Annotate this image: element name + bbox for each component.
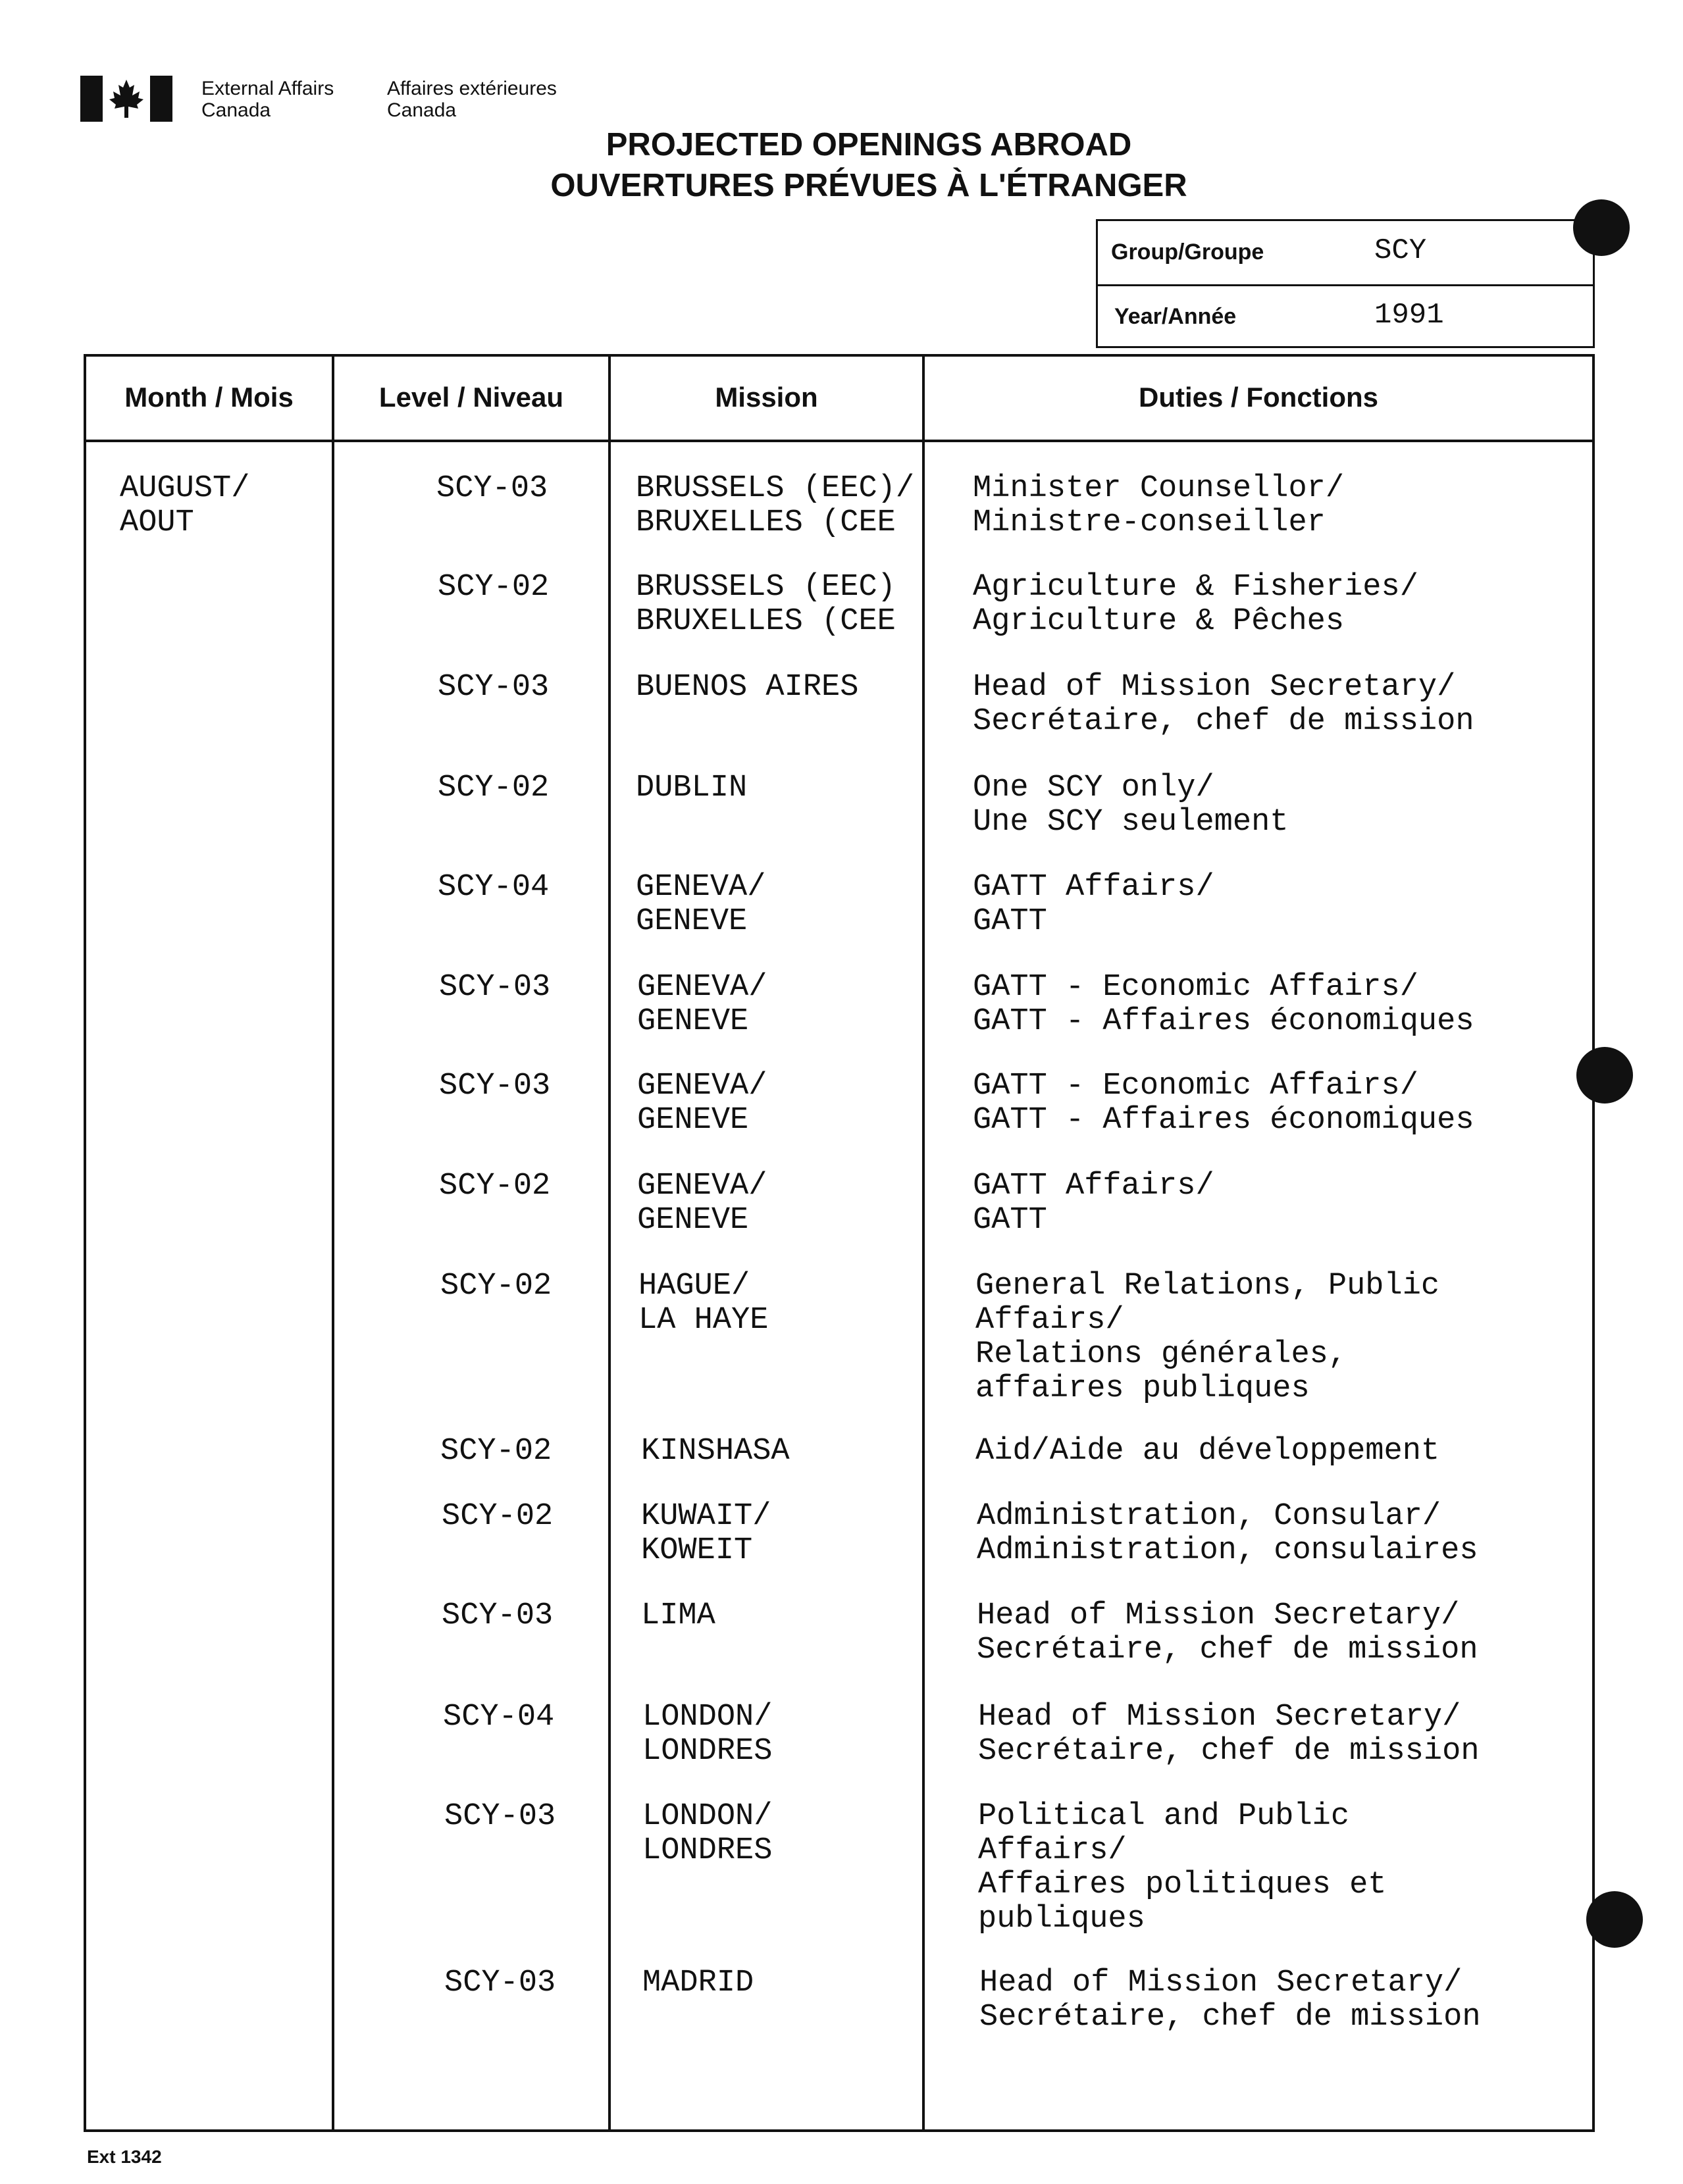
- mission-cell: [642, 1966, 754, 2000]
- mission-cell: [637, 1069, 767, 1138]
- mission-line: LONDON/: [642, 1799, 773, 1834]
- level-cell: SCY-02: [438, 570, 550, 605]
- column-header-duties: Duties / Fonctions: [1138, 382, 1378, 413]
- month-line: AOUT: [120, 505, 194, 540]
- mission-cell: [637, 971, 767, 1039]
- group-year-box: [1096, 219, 1595, 348]
- mission-cell: [641, 1599, 715, 1633]
- punch-hole-top: [1573, 199, 1630, 256]
- flag-left-bar: [80, 76, 103, 122]
- level-cell: SCY-03: [436, 471, 548, 506]
- level-cell: SCY-03: [442, 1598, 554, 1633]
- duty-line: Head of Mission Secretary/: [979, 1966, 1463, 2000]
- column-divider-2: [608, 354, 611, 2132]
- level-cell: SCY-04: [443, 1700, 555, 1735]
- column-divider-1: [332, 354, 334, 2132]
- group-value: SCY: [1374, 234, 1427, 267]
- punch-hole-middle: [1576, 1047, 1633, 1104]
- maple-leaf-icon: [108, 78, 145, 119]
- duty-line: Secrétaire, chef de mission: [973, 704, 1474, 739]
- mission-line: HAGUE/: [638, 1269, 750, 1304]
- mission-line: GENEVA/: [637, 1069, 767, 1104]
- level-cell: SCY-03: [439, 1069, 551, 1104]
- dept-name-english: [201, 78, 334, 121]
- duty-line: Head of Mission Secretary/: [977, 1598, 1460, 1633]
- duties-cell: [973, 971, 1486, 1039]
- duty-line: GATT: [973, 904, 1047, 939]
- column-divider-3: [922, 354, 925, 2132]
- mission-line: GENEVA/: [637, 1169, 767, 1204]
- mission-line: BRUSSELS (EEC)/: [636, 471, 915, 506]
- title-french: OUVERTURES PRÉVUES À L'ÉTRANGER: [550, 168, 1187, 203]
- duty-line: Secrétaire, chef de mission: [978, 1734, 1480, 1769]
- mission-line: LONDRES: [642, 1734, 773, 1769]
- duties-cell: [973, 472, 1486, 540]
- duty-line: One SCY only/: [973, 771, 1214, 805]
- mission-cell: [636, 571, 896, 639]
- duties-cell: [973, 1069, 1486, 1138]
- duties-cell: [979, 1966, 1493, 2035]
- mission-cell: [636, 871, 765, 939]
- level-cell: SCY-04: [438, 870, 550, 905]
- duty-line: Une SCY seulement: [973, 805, 1289, 840]
- dept-en-line-2: Canada: [201, 99, 271, 121]
- duties-cell: [973, 671, 1486, 739]
- mission-line: KUWAIT/: [641, 1499, 771, 1534]
- mission-line: GENEVA/: [636, 870, 766, 905]
- duty-line: Administration, Consular/: [977, 1499, 1441, 1534]
- duty-line: Head of Mission Secretary/: [973, 670, 1456, 705]
- mission-line: LA HAYE: [638, 1303, 769, 1338]
- dept-en-line-1: External Affairs: [201, 78, 334, 99]
- mission-cell: [641, 1435, 790, 1469]
- title-english: PROJECTED OPENINGS ABROAD: [606, 127, 1132, 163]
- duty-line: Head of Mission Secretary/: [978, 1700, 1461, 1735]
- duties-cell: [975, 1269, 1489, 1406]
- duty-line: GATT: [973, 1203, 1047, 1238]
- header-divider: [84, 440, 1595, 442]
- mission-line: GENEVA/: [637, 970, 767, 1005]
- year-value: 1991: [1374, 299, 1444, 332]
- duty-line: GATT - Economic Affairs/: [973, 1069, 1418, 1104]
- duty-line: Agriculture & Fisheries/: [973, 570, 1418, 605]
- mission-line: BUENOS AIRES: [636, 670, 859, 705]
- mission-cell: [636, 671, 858, 705]
- mission-line: BRUSSELS (EEC): [636, 570, 896, 605]
- mission-line: GENEVE: [637, 1103, 749, 1138]
- canada-flag-logo: [80, 76, 172, 122]
- group-year-divider: [1098, 284, 1593, 286]
- duty-line: affaires publiques: [975, 1371, 1310, 1406]
- duty-line: Secrétaire, chef de mission: [977, 1633, 1478, 1667]
- duty-line: Aid/Aide au développement: [975, 1434, 1440, 1469]
- mission-line: BRUXELLES (CEE: [636, 604, 896, 639]
- mission-line: MADRID: [642, 1966, 754, 2000]
- duty-line: Political and Public: [978, 1799, 1350, 1834]
- month-line: AUGUST/: [120, 471, 250, 506]
- mission-cell: [636, 771, 747, 805]
- year-label: Year/Année: [1114, 304, 1237, 329]
- mission-line: GENEVE: [637, 1004, 749, 1039]
- level-cell: SCY-03: [438, 670, 550, 705]
- duty-line: GATT Affairs/: [973, 1169, 1214, 1204]
- level-cell: SCY-03: [444, 1799, 556, 1834]
- level-cell: SCY-02: [442, 1499, 554, 1534]
- column-header-month: Month / Mois: [124, 382, 294, 413]
- punch-hole-bottom: [1586, 1891, 1643, 1948]
- mission-line: GENEVE: [637, 1203, 749, 1238]
- duty-line: Secrétaire, chef de mission: [979, 2000, 1481, 2035]
- dept-fr-line-1: Affaires extérieures: [387, 78, 557, 99]
- duty-line: GATT Affairs/: [973, 870, 1214, 905]
- month-cell: [120, 472, 249, 540]
- duty-line: GATT - Affaires économiques: [973, 1103, 1474, 1138]
- duty-line: Administration, consulaires: [977, 1533, 1478, 1568]
- duties-cell: [973, 871, 1486, 939]
- dept-name-french: [387, 78, 557, 121]
- duty-line: Ministre-conseiller: [973, 505, 1326, 540]
- duties-cell: [973, 1169, 1486, 1238]
- form-number: Ext 1342: [87, 2146, 162, 2167]
- duty-line: GATT - Economic Affairs/: [973, 970, 1418, 1005]
- duty-line: Agriculture & Pêches: [973, 604, 1345, 639]
- dept-fr-line-2: Canada: [387, 99, 457, 121]
- level-cell: SCY-03: [444, 1966, 556, 2000]
- mission-cell: [642, 1800, 772, 1868]
- duty-line: Relations générales,: [975, 1337, 1347, 1372]
- duties-cell: [975, 1435, 1489, 1469]
- duty-line: Affairs/: [975, 1303, 1124, 1338]
- mission-line: LIMA: [641, 1598, 715, 1633]
- mission-cell: [636, 472, 914, 540]
- mission-line: KINSHASA: [641, 1434, 790, 1469]
- mission-cell: [642, 1700, 772, 1769]
- duties-cell: [977, 1599, 1490, 1667]
- duties-cell: [977, 1500, 1490, 1568]
- duty-line: Affaires politiques et: [978, 1867, 1387, 1902]
- flag-right-bar: [150, 76, 172, 122]
- duty-line: GATT - Affaires économiques: [973, 1004, 1474, 1039]
- mission-line: LONDRES: [642, 1833, 773, 1868]
- level-cell: SCY-02: [439, 1169, 551, 1204]
- duty-line: Affairs/: [978, 1833, 1127, 1868]
- duty-line: General Relations, Public: [975, 1269, 1440, 1304]
- duties-cell: [978, 1700, 1491, 1769]
- mission-line: GENEVE: [636, 904, 748, 939]
- mission-line: KOWEIT: [641, 1533, 753, 1568]
- duty-line: publiques: [978, 1902, 1145, 1937]
- duties-cell: [973, 771, 1486, 840]
- column-header-level: Level / Niveau: [378, 382, 564, 413]
- group-label: Group/Groupe: [1111, 240, 1264, 265]
- column-header-mission: Mission: [715, 382, 818, 413]
- duties-cell: [973, 571, 1486, 639]
- mission-cell: [638, 1269, 768, 1338]
- duties-cell: [978, 1800, 1491, 1937]
- mission-line: BRUXELLES (CEE: [636, 505, 896, 540]
- mission-cell: [637, 1169, 767, 1238]
- mission-cell: [641, 1500, 771, 1568]
- mission-line: LONDON/: [642, 1700, 773, 1735]
- mission-line: DUBLIN: [636, 771, 748, 805]
- level-cell: SCY-02: [438, 771, 550, 805]
- level-cell: SCY-02: [440, 1434, 552, 1469]
- level-cell: SCY-03: [439, 970, 551, 1005]
- duty-line: Minister Counsellor/: [973, 471, 1345, 506]
- level-cell: SCY-02: [440, 1269, 552, 1304]
